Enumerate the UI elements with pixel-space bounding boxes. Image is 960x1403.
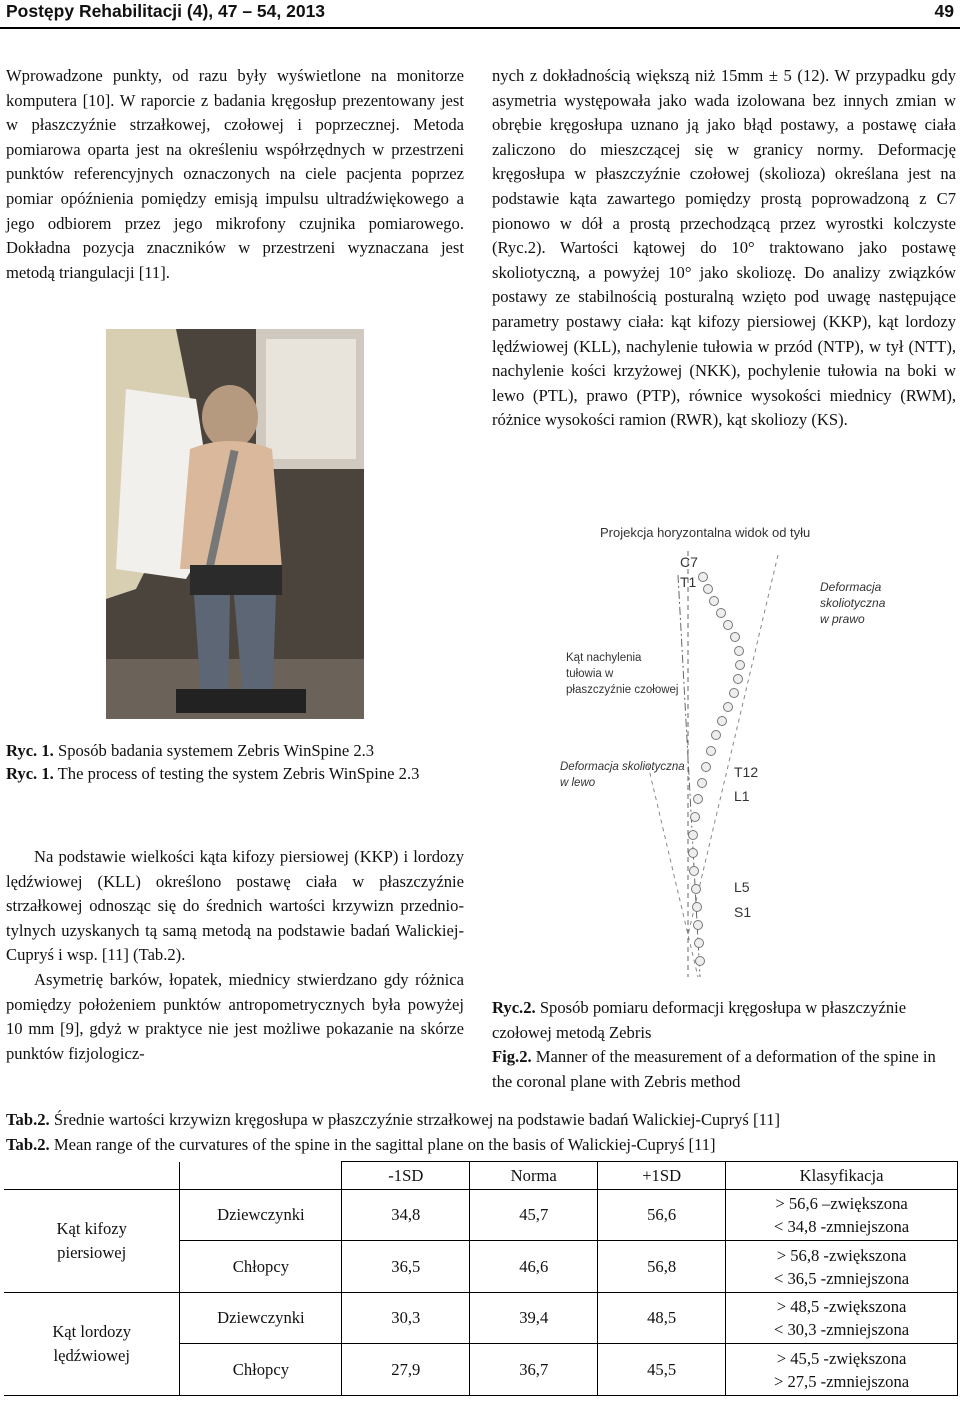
curvature-table — [4, 1161, 958, 1396]
cell-class-decreased: < 34,8 -zmniejszona — [773, 1217, 910, 1236]
left-column-top — [6, 64, 464, 285]
cell-class-decreased: < 36,5 -zmniejszona — [773, 1268, 910, 1288]
group-kifoza: Kąt kifozy piersiowej — [56, 1219, 127, 1262]
tab2-text-en: Mean range of the curvatures of the spine in the sagittal plane on the basis of Walickiej-Cupryś [11] — [53, 1135, 716, 1154]
paragraph: Wprowadzone punkty, od razu były wyświetlone na monitorze komputera [10]. W raporcie z badania kręgosłup prezentowany jest w płaszczyźnie strzałkowej, czołowej i poprzecznej. Metoda pomiarowa oparta jest na określeniu współrzędnych w przestrzeni punktów referencyjnych oznaczonych na ciele pacjenta poprzez pomiar opóźnienia pomiędzy emisją impulsu ultradźwiękowego a jego odbiorem przez jego mikrofony czujnika pomiarowego. Dokładna pozycja znaczników w przestrzeni wyznaczana jest metodą triangulacji [11]. — [6, 66, 464, 282]
fig1-label-pl: Ryc. 1. — [6, 741, 54, 760]
cell-class-decreased: > 27,5 -zmniejszona — [773, 1371, 910, 1391]
label-def-right-2: skoliotyczna — [820, 596, 886, 610]
label-tilt-1: Kąt nachylenia — [566, 652, 642, 664]
journal-title: Postępy Rehabilitacji (4), 47 – 54, 2013 — [6, 1, 326, 21]
fig1-label-en: Ryc. 1. — [6, 763, 54, 783]
cell-norma: 39,4 — [470, 1293, 598, 1344]
paragraph: Asymetrię barków, łopatek, miednicy stwierdzano gdy różnica pomiędzy położeniem punktów antropometrycznych była powyżej 10 mm [9], gdyż w praktyce nie jest możliwe pokazanie na skórze punktów fizjologicz- — [6, 969, 464, 1063]
label-t12: T12 — [734, 764, 759, 780]
cell-plus-1sd: 56,8 — [598, 1241, 726, 1293]
label-l5: L5 — [734, 879, 750, 895]
left-column-bottom — [6, 845, 464, 1066]
cell-class-increased: > 56,6 –zwiększona — [775, 1194, 908, 1213]
table2-caption-pl — [6, 1109, 958, 1131]
fig2-label-pl: Ryc.2. — [492, 998, 536, 1017]
table2-caption-en — [6, 1134, 958, 1156]
label-def-right-1: Deformacja — [820, 580, 882, 594]
cell-sex: Chłopcy — [180, 1241, 342, 1293]
col-minus-1sd: -1SD — [342, 1162, 470, 1190]
label-l1: L1 — [734, 788, 750, 804]
tab2-text-pl: Średnie wartości krzywizn kręgosłupa w płaszczyźnie strzałkowej na podstawie badań Walickiej-Cupryś [11] — [53, 1110, 781, 1129]
trunk-tilt-line — [678, 575, 700, 977]
cell-sex: Dziewczynki — [180, 1190, 342, 1241]
fig1-text-pl: Sposób badania systemem Zebris WinSpine 2.3 — [57, 741, 375, 760]
label-s1: S1 — [734, 904, 752, 920]
fig2-text-en: Manner of the measurement of a deformation of the spine in the coronal plane with Zebris method — [492, 1047, 936, 1091]
patient-examination-photo — [106, 329, 364, 719]
right-column — [492, 64, 956, 433]
cell-minus-1sd: 27,9 — [342, 1344, 470, 1396]
cell-plus-1sd: 45,5 — [598, 1344, 726, 1396]
cell-class-increased: > 45,5 -zwiększona — [776, 1348, 907, 1368]
cell-plus-1sd: 48,5 — [598, 1293, 726, 1344]
cell-norma: 46,6 — [470, 1241, 598, 1293]
table-row — [4, 1190, 958, 1241]
label-tilt-3: płaszczyźnie czołowej — [566, 684, 679, 696]
photo-illustration — [106, 329, 364, 719]
cell-plus-1sd: 56,6 — [598, 1190, 726, 1241]
cell-sex: Chłopcy — [180, 1344, 342, 1396]
col-norma: Norma — [470, 1162, 598, 1190]
col-plus-1sd: +1SD — [598, 1162, 726, 1190]
group-lordoza: Kąt lordozy lędźwiowej — [52, 1322, 132, 1365]
running-header — [0, 0, 960, 29]
cell-sex: Dziewczynki — [180, 1293, 342, 1344]
figure1-caption — [6, 740, 464, 785]
upper-curve-line — [688, 555, 778, 935]
label-def-left-1: Deformacja skoliotyczna — [560, 761, 685, 773]
label-def-right-3: w prawo — [820, 612, 865, 626]
table-header-row — [4, 1162, 958, 1190]
cell-norma: 45,7 — [470, 1190, 598, 1241]
figure2-caption — [492, 996, 956, 1094]
col-klasyfikacja: Klasyfikacja — [726, 1162, 958, 1190]
table-row — [4, 1293, 958, 1344]
fig2-text-pl: Sposób pomiaru deformacji kręgosłupa w płaszczyźnie czołowej metodą Zebris — [492, 998, 907, 1042]
label-c7: C7 — [680, 554, 698, 570]
label-def-left-2: w lewo — [560, 777, 596, 789]
cell-minus-1sd: 30,3 — [342, 1293, 470, 1344]
tab2-label-en: Tab.2. — [6, 1135, 50, 1154]
label-tilt-2: tułowia w — [566, 668, 614, 680]
paragraph: Na podstawie wielkości kąta kifozy piersiowej (KKP) i lordozy lędźwiowej (KLL) określono postawę ciała w płaszczyźnie strzałkowej odnosząc się do średnich wartości krzywizn przednio-tylnych uzyskanych tą samą metodą na podstawie badań Walickiej-Cupryś i wsp. [11] (Tab.2). — [6, 847, 464, 965]
diagram-title: Projekcja horyzontalna widok od tyłu — [600, 525, 811, 540]
cell-minus-1sd: 36,5 — [342, 1241, 470, 1293]
cell-class-decreased: < 30,3 -zmniejszona — [773, 1320, 910, 1339]
label-t1: T1 — [680, 574, 697, 590]
tab2-label-pl: Tab.2. — [6, 1110, 50, 1129]
page-number: 49 — [934, 1, 954, 21]
cell-class-increased: > 56,8 -zwiększona — [776, 1245, 907, 1265]
cell-norma: 36,7 — [470, 1344, 598, 1396]
spine-deformation-diagram — [538, 515, 958, 977]
fig2-label-en: Fig.2. — [492, 1047, 532, 1066]
cell-minus-1sd: 34,8 — [342, 1190, 470, 1241]
fig1-text-en: The process of testing the system Zebris WinSpine 2.3 — [57, 763, 420, 783]
paragraph: nych z dokładnością większą niż 15mm ± 5 (12). W przypadku gdy asymetria występowała jako wada izolowana bez innych zmian w obrębie kręgosłupa uznano ją jako błąd postawy, a postawę ciała zaliczono do mieszczącej się w granicy normy. Deformację kręgosłupa w płaszczyźnie czołowej (skolioza) określana jest na podstawie kąta zawartego pomiędzy prostą poprowadzoną z C7 pionowo w dół a prostą przechodzącą przez wyrostki kolczyste (Ryc.2). Wartości kątowej do 10° traktowano jako postawę skoliotyczną, a powyżej 10° jako skoliozę. Do analizy związków postawy ze stabilnością posturalną wzięto pod uwagę następujące parametry postawy ciała: kąt kifozy piersiowej (KKP), kąt lordozy lędźwiowej (KLL), nachylenie tułowia w przód (NTP), w tył (NTT), nachylenie kości krzyżowej (NKK), pochylenie tułowia na boki w lewo (PTL), prawo (PTP), równice wysokości miednicy (RWM), różnice wysokości ramion (RWR), kąt skoliozy (KS). — [492, 66, 956, 430]
cell-class-increased: > 48,5 -zwiększona — [776, 1297, 907, 1316]
